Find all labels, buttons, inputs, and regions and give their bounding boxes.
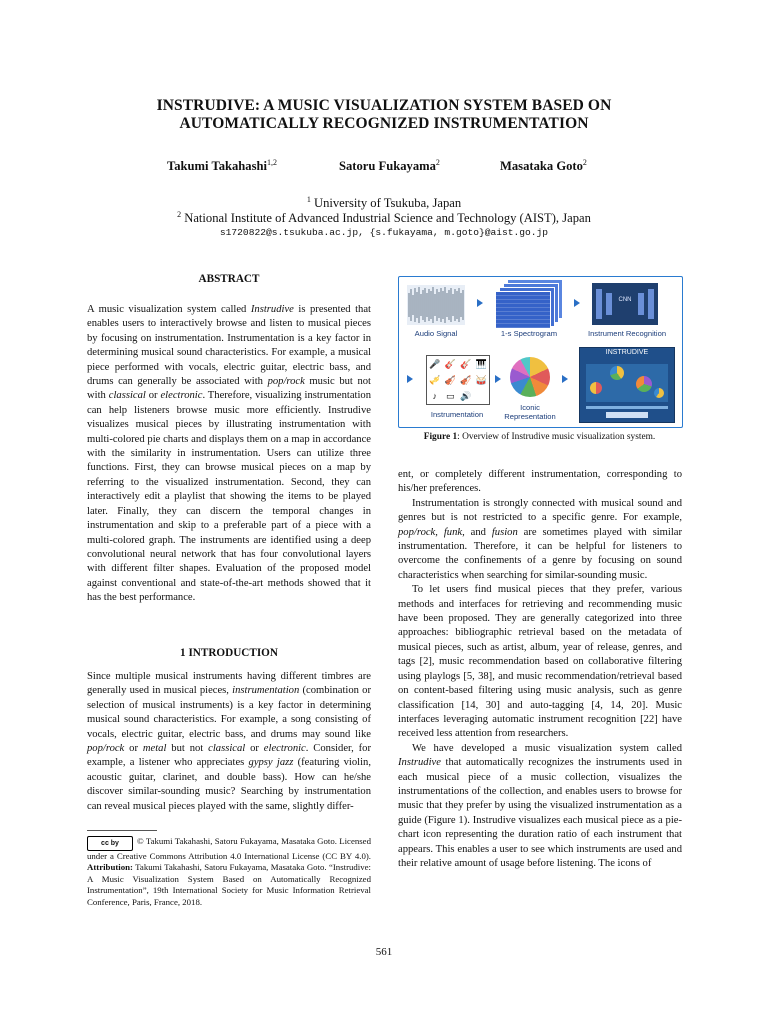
copyright-footnote bbox=[87, 836, 371, 908]
abstract-body: A music visualization system called Instrudive is presented that enables users to interactively browse and listen to musical pieces by focusing on instrumentation. Instrumentation is a key factor in determining musical sound characteristics. For example, a musical piece performed with vocals, electric guitar, electric bass, and drums can generally be associated with pop/rock music but not with classical or electronic. Therefore, visualizing instrumentation can help listeners browse music more efficiently. Instrudive visualizes musical pieces by illustrating instrumentation with multi-colored pie charts and displays them on a map in accordance with the similarity in instrumentation. Users can utilize three functions. First, they can browse musical pieces on a map by referring to the visualized instrumentation. Second, they can interactively edit a playlist that showing the items to be played later. Finally, they can discern the temporal changes in instrumentation and skip to a preferable part of a piece with a multi-colored graph. The instruments are identified using a deep convolutional neural network that has four convolutional layers with different filter shapes. Evaluation of the proposed model against conventional and state-of-the-art methods showed that it has the best performance. bbox=[87, 304, 372, 604]
author-3: Masataka Goto$^2$ bbox=[500, 158, 587, 174]
piano-icon: 🎹 bbox=[475, 359, 487, 369]
label-instrument-recognition: Instrument Recognition bbox=[587, 329, 667, 338]
mic-icon: 🎤 bbox=[429, 359, 441, 369]
pie-chart-icon bbox=[510, 357, 550, 397]
bass-icon: 🎻 bbox=[444, 375, 456, 385]
cc-license-badge: cc by bbox=[87, 836, 133, 851]
figure-1-overview bbox=[398, 276, 683, 428]
arrow-2-icon bbox=[574, 299, 580, 307]
label-spectrogram: 1-s Spectrogram bbox=[500, 329, 558, 338]
arrow-1-icon bbox=[477, 299, 483, 307]
figure-1-caption bbox=[398, 432, 681, 442]
label-audio-signal: Audio Signal bbox=[414, 329, 458, 338]
spectrogram-stack-image bbox=[495, 279, 565, 329]
footnote-text: © Takumi Takahashi, Satoru Fukayama, Masataka Goto. Licensed under a Creative Commons Attribution 4.0 International License (CC BY 4.0). Attribution: Takumi Takahashi, Satoru Fukayama, Masataka Goto. “Instrudive: A Music Visualization System Based on Automatically Recognized Instrumentation”, 19th International Society for Music Information Retrieval Conference, Paris, France, 2018. bbox=[87, 836, 371, 907]
label-instrumentation: Instrumentation bbox=[430, 410, 484, 419]
caption-label: Figure 1 bbox=[423, 432, 458, 442]
author-1: Takumi Takahashi$^{1,2}$ bbox=[167, 158, 278, 174]
trumpet-icon: 🎺 bbox=[429, 375, 441, 385]
title-line-1: INSTRUDIVE: A MUSIC VISUALIZATION SYSTEM BASED ON bbox=[156, 97, 612, 114]
arrow-5-icon bbox=[562, 375, 568, 383]
paper-title bbox=[60, 97, 708, 133]
page-number: 561 bbox=[375, 946, 393, 958]
acoustic-guitar-icon: 🎸 bbox=[460, 359, 472, 369]
affiliation-2: $^2$ National Institute of Advanced Industrial Science and Technology (AIST), Japan bbox=[177, 210, 591, 226]
introduction-body: Since multiple musical instruments having different timbres are generally used in musical pieces, instrumentation (combination or selection of musical instruments) is a key factor in determining musical sound characteristics. For example, a song consisting of vocals, electric guitar, electric bass, and drums may sound like pop/rock or metal but not classical or electronic. Consider, for example, a listener who appreciates gypsy jazz (featuring violin, acoustic guitar, clarinet, and double bass). How can he/she discover similar-sounding music? Searching by instrumentation can reveal musical pieces played with the same, slightly differ- bbox=[87, 671, 372, 812]
drum-icon: 🥁 bbox=[475, 375, 487, 385]
cnn-label: CNN bbox=[618, 297, 632, 303]
author-emails: s1720822@s.tsukuba.ac.jp, {s.fukayama, m.goto}@aist.go.jp bbox=[219, 227, 549, 238]
label-iconic-representation: Iconic Representation bbox=[504, 403, 556, 421]
cnn-diagram-image bbox=[592, 283, 658, 325]
arrow-4-icon bbox=[495, 375, 501, 383]
footnote-rule bbox=[87, 830, 157, 831]
abstract-heading: ABSTRACT bbox=[198, 273, 260, 285]
introduction-right-column: ent, or completely different instrumentation, corresponding to his/her preferences. Instrumentation is strongly connected with musical sound and genres but is not restricted to a specific genre. For example, pop/rock, funk, and fusion are sometimes played with similar instrumentation. Therefore, it can be helpful for listeners to overcome the confinements of a genre by focusing on sound characteristics when searching for similar-sounding music. To let users find musical pieces that they prefer, various methods and interfaces for retrieving and recommending music have been proposed. They are generally categorized into three approaches: bibliographic retrieval based on the metadata of musical pieces, such as artist, album, year of release, genres, and tags [2], music recommendation based on collaborative filtering using playlogs [5, 38], and music recommendation/retrieval based on content-based filtering using music analysis, such as genre classification [14, 30] and auto-tagging [4, 14, 20]. Music interfaces leveraging automatic instrument recognition [22] have received less attention from researchers. We have developed a music visualization system called Instrudive that automatically recognizes the instruments used in each musical piece of a music collection, visualizes the instrumentations of the collection, and enables users to browse for music that they prefer by using the visualized instrumentation as a guide (Figure 1). Instrudive visualizes each musical piece as a pie-chart icon representing the duration ratio of each instrument that appears. This enables a user to see which instruments are used and their relative amount of usage before listening. The icons of bbox=[398, 469, 683, 869]
app-title: INSTRUDIVE bbox=[605, 349, 649, 356]
title-line-2: AUTOMATICALLY RECOGNIZED INSTRUMENTATION bbox=[179, 115, 589, 132]
note-icon: ♪ bbox=[432, 391, 437, 401]
instrudive-app-screenshot bbox=[579, 347, 675, 423]
keyboard-icon: ▭ bbox=[445, 391, 455, 401]
affiliation-1: $^1$ University of Tsukuba, Japan bbox=[306, 195, 462, 211]
caption-text: : Overview of Instrudive music visualization system. bbox=[457, 432, 656, 442]
violin-icon: 🎻 bbox=[460, 375, 472, 385]
author-2: Satoru Fukayama$^2$ bbox=[339, 158, 440, 174]
audio-waveform-image bbox=[407, 285, 465, 325]
arrow-3-icon bbox=[407, 375, 413, 383]
introduction-heading: 1 INTRODUCTION bbox=[180, 647, 278, 659]
guitar-icon: 🎸 bbox=[444, 359, 456, 369]
speaker-icon: 🔊 bbox=[460, 391, 472, 401]
instrument-icon-grid bbox=[426, 355, 490, 405]
